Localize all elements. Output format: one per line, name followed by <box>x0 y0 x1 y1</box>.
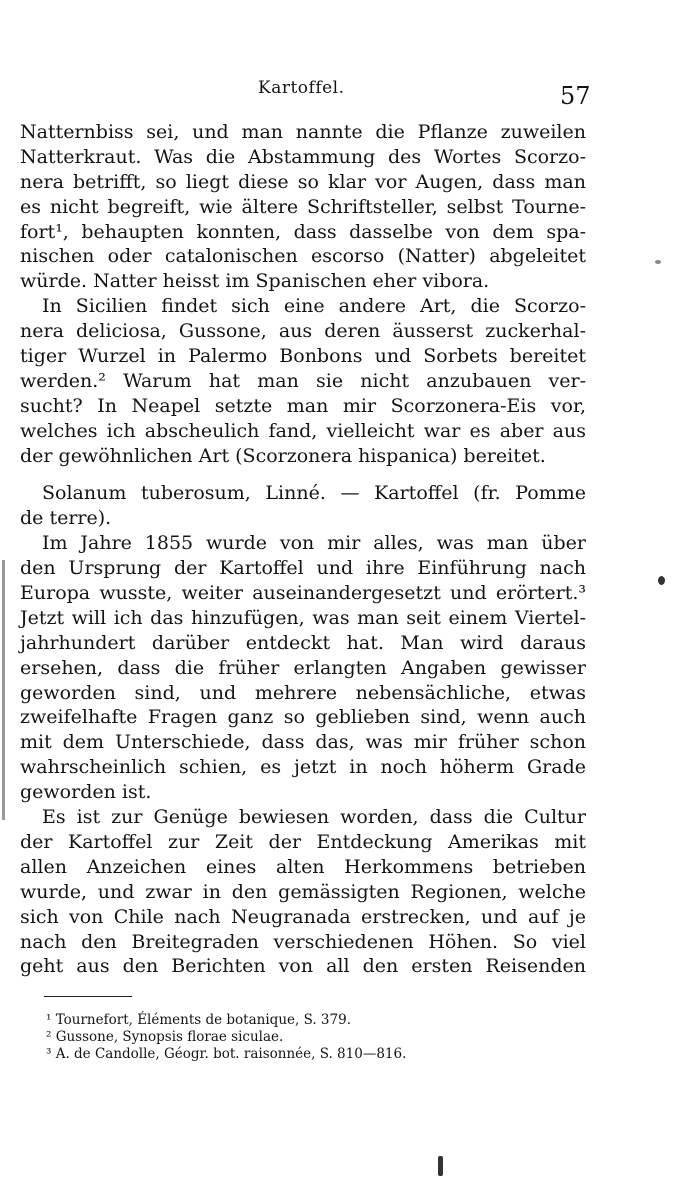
text-line: Natternbiss sei, und man nannte die Pflanze zuweilen <box>20 121 586 143</box>
footnote: ² Gussone, Synopsis florae siculae. <box>46 1029 284 1045</box>
footnote: ¹ Tournefort, Éléments de botanique, S. 379. <box>46 1012 351 1028</box>
text-line: jahrhundert darüber entdeckt hat. Man wird daraus <box>20 631 586 654</box>
running-head: Kartoffel. <box>258 78 345 98</box>
text-line: allen Anzeichen eines alten Herkommens betrieben <box>20 855 586 878</box>
text-line: In Sicilien findet sich eine andere Art, die Scorzo- <box>42 295 586 318</box>
text-line: der Kartoffel zur Zeit der Entdeckung Amerikas mit <box>20 830 586 853</box>
footnote: ³ A. de Candolle, Géogr. bot. raisonnée, S. 810—816. <box>46 1046 407 1062</box>
page-number: 57 <box>560 82 591 110</box>
text-line: mit dem Unterschiede, dass das, was mir früher schon <box>20 731 586 754</box>
text-line: geht aus den Berichten von all den ersten Reisenden <box>20 955 586 978</box>
text-line: geworden ist. <box>20 781 152 804</box>
text-line: zweifelhafte Fragen ganz so geblieben sind, wenn auch <box>20 706 586 729</box>
text-line: werden.² Warum hat man sie nicht anzubauen ver- <box>20 369 586 392</box>
section-heading: Solanum tuberosum, Linné. — Kartoffel (fr. Pomme <box>42 482 586 505</box>
text-line: tiger Wurzel in Palermo Bonbons und Sorbets bereitet <box>20 345 586 368</box>
text-line: der gewöhnlichen Art (Scorzonera hispanica) bereitet. <box>20 444 546 467</box>
body-text <box>20 120 586 979</box>
text-line: nach den Breitegraden verschiedenen Höhen. So viel <box>20 930 586 953</box>
text-line: es nicht begreift, wie ältere Schriftsteller, selbst Tourne- <box>20 195 586 218</box>
text-line: wurde, und zwar in den gemässigten Regionen, welche <box>20 880 586 903</box>
scan-speck <box>438 1156 443 1176</box>
text-line: nischen oder catalonischen escorso (Natter) abgeleitet <box>20 245 586 268</box>
text-line: geworden sind, und mehrere nebensächliche, etwas <box>20 681 586 704</box>
text-line: nera deliciosa, Gussone, aus deren äusserst zuckerhal- <box>20 320 586 343</box>
text-line: nera betrifft, so liegt diese so klar vor Augen, dass man <box>20 170 586 193</box>
text-line: Jetzt will ich das hinzufügen, was man seit einem Viertel- <box>20 606 586 629</box>
text-line: Natterkraut. Was die Abstammung des Wortes Scorzo- <box>20 145 586 168</box>
footnotes <box>46 1012 406 1063</box>
text-line: fort¹, behaupten konnten, dass dasselbe von dem spa- <box>20 220 586 243</box>
text-line: welches ich abscheulich fand, vielleicht war es aber aus <box>20 419 586 442</box>
scan-speck <box>658 576 665 585</box>
text-line: Im Jahre 1855 wurde von mir alles, was man über <box>42 532 586 555</box>
text-line: ersehen, dass die früher erlangten Angaben gewisser <box>20 656 586 679</box>
text-line: Europa wusste, weiter auseinandergesetzt und erörtert.³ <box>20 582 586 605</box>
scan-speck <box>655 260 661 264</box>
text-line: sich von Chile nach Neugranada erstrecken, und auf je <box>20 905 586 928</box>
text-line: sucht? In Neapel setzte man mir Scorzonera-Eis vor, <box>20 394 586 417</box>
text-line: würde. Natter heisst im Spanischen eher vibora. <box>20 270 490 293</box>
text-line: den Ursprung der Kartoffel und ihre Einführung nach <box>20 557 586 580</box>
page-edge-shadow <box>2 560 5 820</box>
section-heading: de terre). <box>20 507 112 530</box>
text-line: Es ist zur Genüge bewiesen worden, dass die Cultur <box>42 806 586 829</box>
footnote-rule <box>44 996 132 997</box>
text-line: wahrscheinlich schien, es jetzt in noch höherm Grade <box>20 756 586 779</box>
